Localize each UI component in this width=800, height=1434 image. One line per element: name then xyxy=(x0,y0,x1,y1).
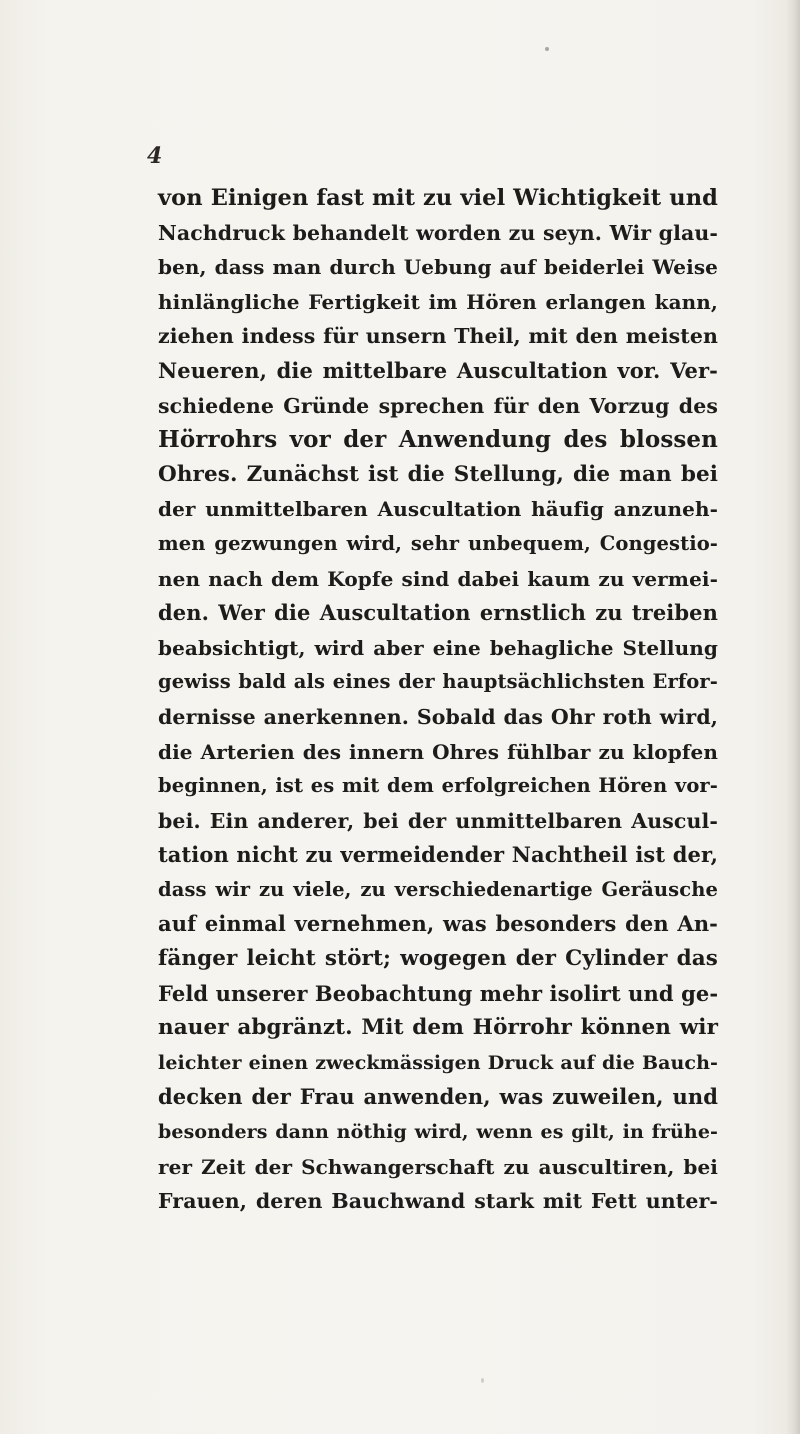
text-line: beabsichtigt, wird aber eine behagliche Stellung xyxy=(158,635,718,660)
text-line: bei. Ein anderer, bei der unmittelbaren Auscul- xyxy=(158,808,718,833)
text-line: dernisse anerkennen. Sobald das Ohr roth wird, xyxy=(158,704,718,729)
text-line: dass wir zu viele, zu verschiedenartige Geräusche xyxy=(158,877,718,901)
text-line: der unmittelbaren Auscultation häufig anzuneh- xyxy=(158,497,718,522)
page-number: 4 xyxy=(147,143,163,169)
text-line: tation nicht zu vermeidender Nachtheil ist der, xyxy=(158,842,718,868)
text-line: von Einigen fast mit zu viel Wichtigkeit und xyxy=(158,185,718,211)
paper-speck xyxy=(545,47,549,51)
text-line: rer Zeit der Schwangerschaft zu auscultiren, bei xyxy=(158,1154,718,1179)
text-line: nauer abgränzt. Mit dem Hörrohr können wir xyxy=(158,1015,718,1041)
paper-speck xyxy=(481,1378,484,1383)
text-line: den. Wer die Auscultation ernstlich zu treiben xyxy=(158,600,718,626)
text-line: besonders dann nöthig wird, wenn es gilt, in frühe- xyxy=(158,1121,718,1144)
text-line: Ohres. Zunächst ist die Stellung, die man bei xyxy=(158,461,718,487)
text-line: Frauen, deren Bauchwand stark mit Fett unter- xyxy=(158,1189,718,1214)
page-edge-shadow xyxy=(786,0,800,1434)
text-line: men gezwungen wird, sehr unbequem, Congestio- xyxy=(158,531,718,555)
text-line: Neueren, die mittelbare Auscultation vor. Ver- xyxy=(158,357,718,383)
text-line: decken der Frau anwenden, was zuweilen, und xyxy=(158,1084,718,1110)
body-text xyxy=(158,181,718,1219)
text-line: leichter einen zweckmässigen Druck auf die Bauch- xyxy=(158,1051,718,1074)
text-line: ben, dass man durch Uebung auf beiderlei Weise xyxy=(158,255,718,280)
text-line: fänger leicht stört; wogegen der Cylinder das xyxy=(158,946,718,972)
text-line: schiedene Gründe sprechen für den Vorzug des xyxy=(158,393,718,418)
text-line: Feld unserer Beobachtung mehr isolirt und ge- xyxy=(158,980,719,1006)
text-line: Hörrohrs vor der Anwendung des blossen xyxy=(158,426,718,454)
text-line: beginnen, ist es mit dem erfolgreichen Hören vor- xyxy=(158,774,718,798)
text-line: auf einmal vernehmen, was besonders den An- xyxy=(158,911,718,937)
text-line: nen nach dem Kopfe sind dabei kaum zu vermei- xyxy=(158,566,718,591)
text-line: Nachdruck behandelt worden zu seyn. Wir glau- xyxy=(158,220,718,245)
text-line: ziehen indess für unsern Theil, mit den meisten xyxy=(158,324,718,349)
text-line: gewiss bald als eines der hauptsächlichsten Erfor- xyxy=(158,670,718,694)
text-line: hinlängliche Fertigkeit im Hören erlangen kann, xyxy=(158,289,718,314)
text-line: die Arterien des innern Ohres fühlbar zu klopfen xyxy=(158,739,718,764)
